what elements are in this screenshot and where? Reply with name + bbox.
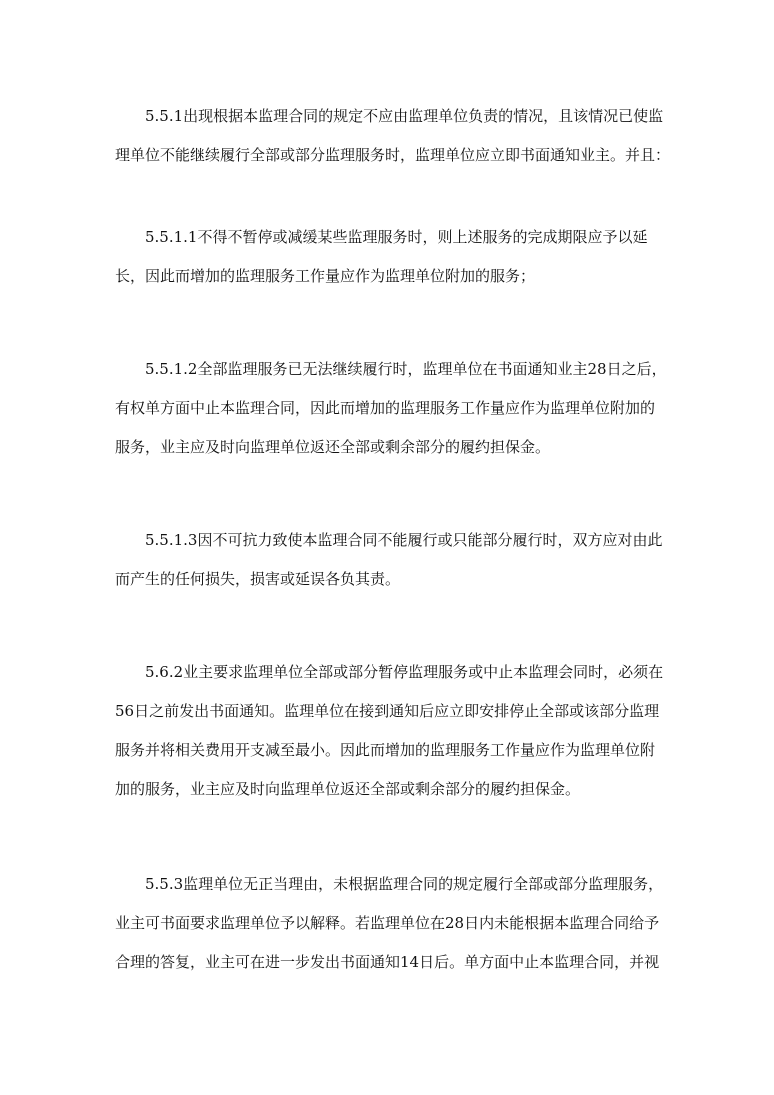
paragraph-line: 理单位不能继续履行全部或部分监理服务时，监理单位应立即书面通知业主。并且： <box>115 146 671 164</box>
paragraph-line: 5.6.2业主要求监理单位全部或部分暂停监理服务或中止本监理会同时，必须在 <box>145 663 664 681</box>
paragraph-line: 服务并将相关费用开支减至最小。因此而增加的监理服务工作量应作为监理单位附 <box>115 741 656 759</box>
paragraph-line: 5.5.1.2全部监理服务已无法继续履行时，监理单位在书面通知业主28日之后， <box>145 360 667 378</box>
paragraph-line: 服务，业主应及时向监理单位返还全部或剩余部分的履约担保金。 <box>115 438 551 456</box>
paragraph-5-5-3 <box>115 865 664 982</box>
paragraph-line: 5.5.1.3因不可抗力致使本监理合同不能履行或只能部分履行时，双方应对由此 <box>145 531 663 549</box>
paragraph-line: 5.5.1出现根据本监理合同的规定不应由监理单位负责的情况，且该情况已使监 <box>145 107 664 125</box>
paragraph-line: 业主可书面要求监理单位予以解释。若监理单位在28日内未能根据本监理合同给予 <box>115 914 660 932</box>
paragraph-line: 加的服务，业主应及时向监理单位返还全部或剩余部分的履约担保金。 <box>115 780 581 798</box>
paragraph-5-5-1 <box>115 97 671 175</box>
paragraph-line: 有权单方面中止本监理合同，因此而增加的监理服务工作量应作为监理单位附加的 <box>115 399 656 417</box>
paragraph-line: 合理的答复，业主可在进一步发出书面通知14日后。单方面中止本监理合同，并视 <box>115 953 660 971</box>
paragraph-line: 56日之前发出书面通知。监理单位在接到通知后应立即安排停止全部或该部分监理 <box>115 702 660 720</box>
paragraph-5-5-1-3 <box>115 521 663 599</box>
paragraph-line: 5.5.3监理单位无正当理由，未根据监理合同的规定履行全部或部分监理服务， <box>145 875 664 893</box>
paragraph-5-6-2 <box>115 653 664 809</box>
paragraph-line: 5.5.1.1不得不暂停或减缓某些监理服务时，则上述服务的完成期限应予以延 <box>145 228 648 246</box>
paragraph-line: 而产生的任何损失，损害或延误各负其责。 <box>115 570 401 588</box>
paragraph-line: 长，因此而增加的监理服务工作量应作为监理单位附加的服务； <box>115 267 536 285</box>
paragraph-5-5-1-2 <box>115 350 667 467</box>
paragraph-5-5-1-1 <box>115 218 660 296</box>
